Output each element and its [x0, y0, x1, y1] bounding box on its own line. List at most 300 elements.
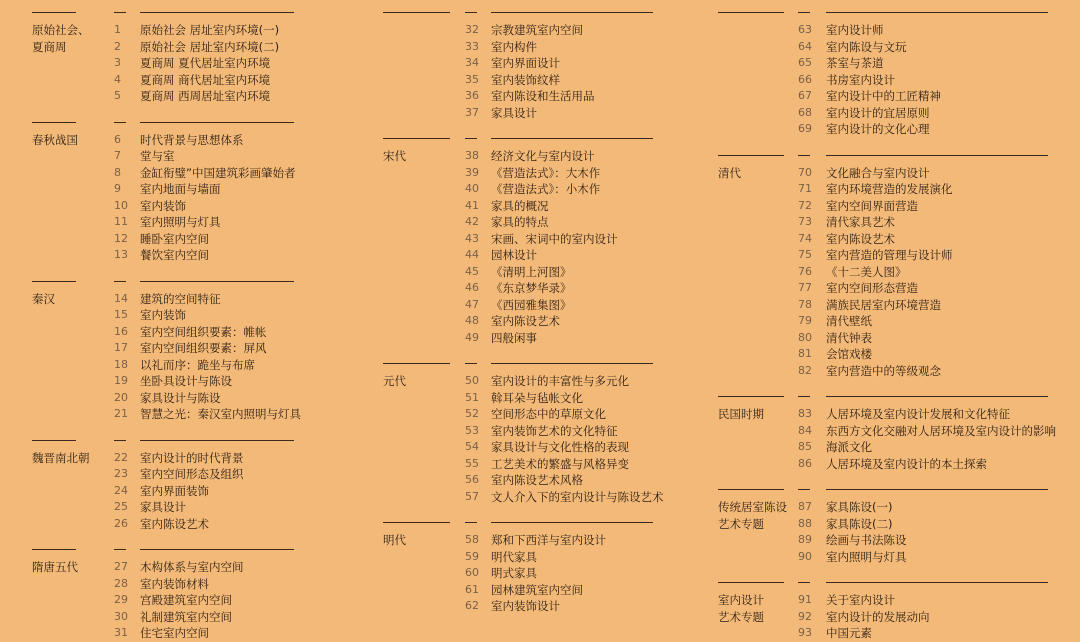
- chapter-row: [718, 22, 1078, 39]
- chapter-row: [718, 280, 1078, 297]
- chapter-title: 木构体系与室内空间: [140, 560, 244, 574]
- number-rule: [465, 12, 477, 13]
- chapter-title: 宋画、宋词中的室内设计: [491, 231, 618, 246]
- chapter-title: 室内构件: [491, 39, 537, 54]
- era-rule: [718, 582, 784, 583]
- chapter-title: 堂与室: [140, 149, 175, 163]
- chapter-title: 《西园雅集图》: [491, 297, 572, 312]
- chapter-number: 23: [114, 467, 128, 480]
- chapter-title: 夏商周 夏代居址室内环境: [140, 56, 271, 70]
- chapter-row: [32, 39, 392, 56]
- title-rule: [140, 12, 294, 13]
- chapter-row: [383, 148, 743, 165]
- chapter-list: [383, 12, 743, 121]
- chapter-title: 室内装饰: [140, 308, 186, 322]
- chapter-title: 原始社会 居址室内环境(二): [140, 39, 280, 54]
- chapter-row: [32, 307, 392, 324]
- chapter-title: 金缸衔璧”中国建筑彩画肇始者: [140, 165, 296, 180]
- chapter-row: [718, 247, 1078, 264]
- chapter-row: [383, 105, 743, 122]
- chapter-number: 31: [114, 626, 128, 639]
- chapter-title: 室内营造的管理与设计师: [826, 248, 953, 262]
- chapter-list: [32, 281, 392, 423]
- chapter-row: [32, 181, 392, 198]
- chapter-title: 家具设计: [491, 105, 537, 120]
- chapter-number: 47: [465, 297, 479, 311]
- chapter-row: [32, 406, 392, 423]
- chapter-title: 室内照明与灯具: [826, 549, 907, 564]
- chapter-number: 24: [114, 483, 128, 497]
- chapter-list: [32, 440, 392, 533]
- toc-section: [718, 582, 1078, 642]
- chapter-number: 73: [798, 215, 812, 228]
- chapter-number: 67: [798, 89, 812, 102]
- title-rule: [140, 122, 294, 123]
- chapter-row: [32, 466, 392, 483]
- chapter-number: 22: [114, 450, 128, 464]
- chapter-number: 68: [798, 105, 812, 119]
- chapter-title: 室内陈设与文玩: [826, 39, 907, 54]
- chapter-title: 明代家具: [491, 549, 537, 564]
- chapter-title: 室内装饰艺术的文化特征: [491, 423, 618, 438]
- chapter-title: 家具设计与文化性格的表现: [491, 440, 629, 454]
- chapter-number: 14: [114, 291, 128, 305]
- chapter-number: 59: [465, 549, 479, 563]
- chapter-title: 餐饮室内空间: [140, 248, 209, 262]
- chapter-row: [383, 330, 743, 347]
- chapter-number: 82: [798, 363, 812, 377]
- chapter-row: [718, 532, 1078, 549]
- chapter-row: [383, 247, 743, 264]
- chapter-number: 27: [114, 560, 128, 573]
- chapter-title: 夏商周 西周居址室内环境: [140, 89, 271, 103]
- chapter-number: 35: [465, 72, 479, 86]
- chapter-title: 室内设计师: [826, 23, 884, 37]
- chapter-title: 室内空间组织要素：帷帐: [140, 324, 267, 339]
- chapter-row: [718, 88, 1078, 105]
- chapter-row: [718, 121, 1078, 138]
- chapter-number: 53: [465, 423, 479, 437]
- chapter-row: [718, 456, 1078, 473]
- chapter-list: [718, 489, 1078, 565]
- chapter-row: [718, 516, 1078, 533]
- era-label: 民国时期: [718, 407, 764, 421]
- chapter-title: 人居环境及室内设计的本土探索: [826, 456, 987, 471]
- number-rule: [798, 155, 810, 156]
- chapter-number: 8: [114, 165, 121, 179]
- chapter-title: 工艺美术的繁盛与风格异变: [491, 456, 629, 471]
- chapter-row: [32, 165, 392, 182]
- chapter-number: 92: [798, 609, 812, 623]
- chapter-title: 清代壁纸: [826, 314, 872, 328]
- title-rule: [491, 363, 653, 364]
- chapter-number: 28: [114, 576, 128, 590]
- chapter-row: [718, 165, 1078, 182]
- chapter-number: 11: [114, 215, 128, 228]
- chapter-row: [383, 582, 743, 599]
- chapter-row: [383, 231, 743, 248]
- chapter-number: 5: [114, 89, 121, 102]
- chapter-row: [718, 39, 1078, 56]
- chapter-number: 10: [114, 198, 128, 212]
- chapter-list: [718, 12, 1078, 138]
- chapter-title: 室内营造中的等级观念: [826, 363, 941, 378]
- era-rule: [383, 522, 450, 523]
- chapter-title: 室内空间界面营造: [826, 198, 918, 213]
- chapter-number: 55: [465, 456, 479, 470]
- chapter-number: 74: [798, 231, 812, 245]
- chapter-title: 《营造法式》：小木作: [491, 182, 601, 196]
- chapter-number: 1: [114, 23, 121, 36]
- era-rule: [718, 396, 784, 397]
- chapter-number: 13: [114, 248, 128, 261]
- chapter-row: [32, 390, 392, 407]
- chapter-title: 斡耳朵与毡帐文化: [491, 390, 583, 405]
- chapter-title: 宗教建筑室内空间: [491, 23, 583, 37]
- toc-section: [718, 489, 1078, 565]
- toc-section: [383, 522, 743, 615]
- title-rule: [140, 281, 294, 282]
- chapter-title: 明式家具: [491, 566, 537, 580]
- chapter-title: 住宅室内空间: [140, 626, 209, 640]
- chapter-list: [32, 12, 392, 105]
- number-rule: [114, 122, 126, 123]
- toc-section: [718, 155, 1078, 380]
- chapter-row: [32, 324, 392, 341]
- era-label: 室内设计 艺术专题: [718, 593, 764, 624]
- chapter-row: [383, 489, 743, 506]
- chapter-number: 20: [114, 390, 128, 404]
- chapter-title: 夏商周 商代居址室内环境: [140, 72, 271, 87]
- chapter-title: 室内装饰纹样: [491, 72, 560, 87]
- chapter-title: 室内陈设艺术: [826, 231, 895, 246]
- chapter-title: 家具的特点: [491, 215, 549, 229]
- chapter-number: 50: [465, 374, 479, 387]
- chapter-row: [32, 214, 392, 231]
- chapter-title: 家具陈设(一): [826, 500, 893, 514]
- toc-section: [383, 363, 743, 505]
- chapter-number: 84: [798, 423, 812, 437]
- chapter-number: 79: [798, 314, 812, 327]
- toc-section: [32, 549, 392, 642]
- chapter-row: [718, 609, 1078, 626]
- chapter-title: 室内空间组织要素：屏风: [140, 341, 267, 355]
- era-rule: [32, 440, 76, 441]
- chapter-title: 宫殿建筑室内空间: [140, 593, 232, 607]
- chapter-number: 29: [114, 593, 128, 606]
- era-rule: [32, 281, 76, 282]
- chapter-row: [32, 559, 392, 576]
- chapter-row: [383, 439, 743, 456]
- chapter-row: [383, 214, 743, 231]
- chapter-row: [383, 390, 743, 407]
- chapter-row: [32, 483, 392, 500]
- chapter-row: [383, 39, 743, 56]
- chapter-row: [383, 549, 743, 566]
- chapter-number: 87: [798, 500, 812, 513]
- chapter-title: 坐卧具设计与陈设: [140, 374, 232, 388]
- chapter-number: 42: [465, 215, 479, 228]
- number-rule: [465, 138, 477, 139]
- chapter-title: 茶室与茶道: [826, 56, 884, 70]
- chapter-row: [383, 72, 743, 89]
- chapter-row: [32, 148, 392, 165]
- chapter-number: 2: [114, 39, 121, 53]
- chapter-list: [32, 122, 392, 264]
- chapter-title: 室内装饰材料: [140, 576, 209, 591]
- chapter-row: [32, 592, 392, 609]
- chapter-number: 51: [465, 390, 479, 404]
- chapter-number: 19: [114, 374, 128, 387]
- chapter-row: [383, 456, 743, 473]
- chapter-row: [383, 297, 743, 314]
- era-rule: [32, 549, 76, 550]
- chapter-row: [718, 198, 1078, 215]
- chapter-row: [718, 214, 1078, 231]
- number-rule: [114, 549, 126, 550]
- chapter-title: 室内设计中的工匠精神: [826, 89, 941, 103]
- chapter-row: [32, 55, 392, 72]
- chapter-number: 36: [465, 89, 479, 102]
- chapter-number: 15: [114, 308, 128, 321]
- chapter-number: 38: [465, 149, 479, 162]
- chapter-number: 56: [465, 473, 479, 486]
- chapter-title: 空间形态中的草原文化: [491, 407, 606, 421]
- chapter-number: 91: [798, 593, 812, 606]
- chapter-row: [383, 423, 743, 440]
- title-rule: [140, 549, 294, 550]
- number-rule: [798, 582, 810, 583]
- era-label: 宋代: [383, 149, 406, 163]
- chapter-number: 18: [114, 357, 128, 371]
- chapter-title: 满族民居室内环境营造: [826, 297, 941, 312]
- era-label: 秦汉: [32, 291, 55, 306]
- toc-section: [718, 396, 1078, 472]
- chapter-number: 54: [465, 440, 479, 453]
- title-rule: [491, 12, 653, 13]
- chapter-row: [32, 247, 392, 264]
- chapter-list: [718, 155, 1078, 380]
- chapter-row: [32, 373, 392, 390]
- chapter-title: 室内界面设计: [491, 56, 560, 70]
- chapter-number: 46: [465, 281, 479, 294]
- chapter-title: 室内陈设和生活用品: [491, 89, 595, 103]
- chapter-row: [383, 165, 743, 182]
- chapter-row: [32, 516, 392, 533]
- chapter-number: 30: [114, 609, 128, 623]
- chapter-row: [718, 499, 1078, 516]
- chapter-number: 45: [465, 264, 479, 278]
- chapter-number: 41: [465, 198, 479, 212]
- chapter-title: 室内设计的丰富性与多元化: [491, 374, 629, 388]
- chapter-number: 9: [114, 182, 121, 195]
- chapter-number: 89: [798, 533, 812, 546]
- chapter-row: [32, 291, 392, 308]
- chapter-number: 61: [465, 582, 479, 596]
- chapter-title: 室内空间形态及组织: [140, 467, 244, 481]
- chapter-row: [718, 330, 1078, 347]
- chapter-number: 90: [798, 549, 812, 563]
- chapter-row: [32, 499, 392, 516]
- chapter-row: [718, 55, 1078, 72]
- chapter-row: [383, 313, 743, 330]
- title-rule: [826, 396, 1048, 397]
- chapter-title: 以礼而序：跪坐与布席: [140, 357, 255, 372]
- chapter-title: 《十二美人图》: [826, 264, 907, 279]
- chapter-row: [32, 625, 392, 642]
- number-rule: [798, 396, 810, 397]
- chapter-row: [383, 198, 743, 215]
- chapter-number: 60: [465, 566, 479, 579]
- era-label: 原始社会、 夏商周: [32, 23, 90, 54]
- chapter-number: 75: [798, 248, 812, 261]
- chapter-row: [718, 406, 1078, 423]
- chapter-title: 园林建筑室内空间: [491, 582, 583, 597]
- chapter-number: 32: [465, 23, 479, 36]
- title-rule: [826, 12, 1048, 13]
- chapter-number: 34: [465, 56, 479, 69]
- chapter-number: 65: [798, 56, 812, 69]
- title-rule: [140, 440, 294, 441]
- chapter-title: 文化融合与室内设计: [826, 165, 930, 180]
- chapter-title: 《营造法式》：大木作: [491, 165, 601, 180]
- chapter-number: 83: [798, 407, 812, 420]
- chapter-title: 家具的概况: [491, 198, 549, 213]
- chapter-number: 40: [465, 182, 479, 195]
- chapter-row: [718, 105, 1078, 122]
- chapter-title: 室内设计的发展动向: [826, 609, 930, 624]
- chapter-row: [718, 363, 1078, 380]
- chapter-number: 69: [798, 122, 812, 135]
- era-rule: [718, 489, 784, 490]
- chapter-number: 88: [798, 516, 812, 530]
- chapter-number: 49: [465, 330, 479, 344]
- chapter-number: 52: [465, 407, 479, 420]
- chapter-row: [718, 297, 1078, 314]
- number-rule: [465, 363, 477, 364]
- era-rule: [383, 138, 450, 139]
- chapter-row: [383, 598, 743, 615]
- chapter-row: [32, 609, 392, 626]
- chapter-number: 39: [465, 165, 479, 179]
- chapter-row: [32, 132, 392, 149]
- chapter-number: 86: [798, 456, 812, 470]
- chapter-title: 会馆戏楼: [826, 347, 872, 361]
- era-label: 元代: [383, 374, 406, 388]
- chapter-number: 81: [798, 347, 812, 360]
- number-rule: [798, 12, 810, 13]
- chapter-number: 17: [114, 341, 128, 354]
- chapter-number: 33: [465, 39, 479, 53]
- chapter-number: 25: [114, 500, 128, 513]
- toc-section: [32, 12, 392, 105]
- chapter-number: 44: [465, 248, 479, 261]
- chapter-number: 71: [798, 182, 812, 195]
- era-rule: [383, 363, 450, 364]
- chapter-row: [383, 55, 743, 72]
- chapter-row: [383, 532, 743, 549]
- chapter-title: 海派文化: [826, 440, 872, 454]
- chapter-title: 《东京梦华录》: [491, 281, 572, 295]
- number-rule: [798, 489, 810, 490]
- chapter-list: [383, 138, 743, 346]
- chapter-number: 7: [114, 149, 121, 162]
- chapter-title: 室内陈设艺术: [140, 516, 209, 531]
- era-label: 魏晋南北朝: [32, 450, 90, 465]
- chapter-number: 78: [798, 297, 812, 311]
- chapter-title: 关于室内设计: [826, 593, 895, 607]
- chapter-title: 室内照明与灯具: [140, 215, 221, 229]
- chapter-number: 80: [798, 330, 812, 344]
- chapter-number: 57: [465, 489, 479, 503]
- chapter-row: [383, 406, 743, 423]
- chapter-row: [718, 313, 1078, 330]
- number-rule: [114, 440, 126, 441]
- chapter-title: 室内装饰: [140, 198, 186, 213]
- chapter-number: 37: [465, 105, 479, 119]
- chapter-row: [32, 198, 392, 215]
- era-label: 传统居室陈设 艺术专题: [718, 500, 787, 531]
- chapter-row: [32, 72, 392, 89]
- toc-section: [718, 12, 1078, 138]
- chapter-number: 76: [798, 264, 812, 278]
- chapter-title: 郑和下西洋与室内设计: [491, 533, 606, 547]
- chapter-number: 63: [798, 23, 812, 36]
- chapter-title: 家具陈设(二): [826, 516, 893, 531]
- chapter-row: [718, 439, 1078, 456]
- chapter-title: 室内陈设艺术: [491, 314, 560, 328]
- chapter-title: 绘画与书法陈设: [826, 533, 907, 547]
- chapter-row: [718, 423, 1078, 440]
- chapter-title: 室内环境营造的发展演化: [826, 182, 953, 196]
- chapter-row: [718, 346, 1078, 363]
- title-rule: [491, 522, 653, 523]
- chapter-number: 12: [114, 231, 128, 245]
- chapter-row: [383, 181, 743, 198]
- chapter-number: 62: [465, 599, 479, 612]
- chapter-number: 58: [465, 533, 479, 546]
- chapter-title: 四般闲事: [491, 330, 537, 345]
- number-rule: [465, 522, 477, 523]
- chapter-number: 64: [798, 39, 812, 53]
- chapter-row: [32, 22, 392, 39]
- era-rule: [718, 12, 784, 13]
- chapter-title: 家具设计与陈设: [140, 390, 221, 405]
- era-label: 隋唐五代: [32, 560, 78, 574]
- chapter-title: 中国元素: [826, 626, 872, 640]
- era-label: 明代: [383, 533, 406, 547]
- chapter-number: 72: [798, 198, 812, 212]
- toc-section: [32, 281, 392, 423]
- chapter-title: 清代钟表: [826, 330, 872, 345]
- chapter-number: 70: [798, 165, 812, 179]
- chapter-row: [32, 340, 392, 357]
- chapter-row: [383, 88, 743, 105]
- number-rule: [114, 281, 126, 282]
- chapter-row: [718, 181, 1078, 198]
- chapter-list: [383, 522, 743, 615]
- chapter-number: 26: [114, 516, 128, 530]
- toc-section: [32, 122, 392, 264]
- chapter-row: [718, 264, 1078, 281]
- chapter-title: 室内空间形态营造: [826, 281, 918, 295]
- chapter-number: 6: [114, 132, 121, 146]
- chapter-list: [718, 396, 1078, 472]
- era-rule: [32, 122, 76, 123]
- chapter-row: [718, 625, 1078, 642]
- chapter-title: 人居环境及室内设计发展和文化特征: [826, 407, 1010, 421]
- era-rule: [718, 155, 784, 156]
